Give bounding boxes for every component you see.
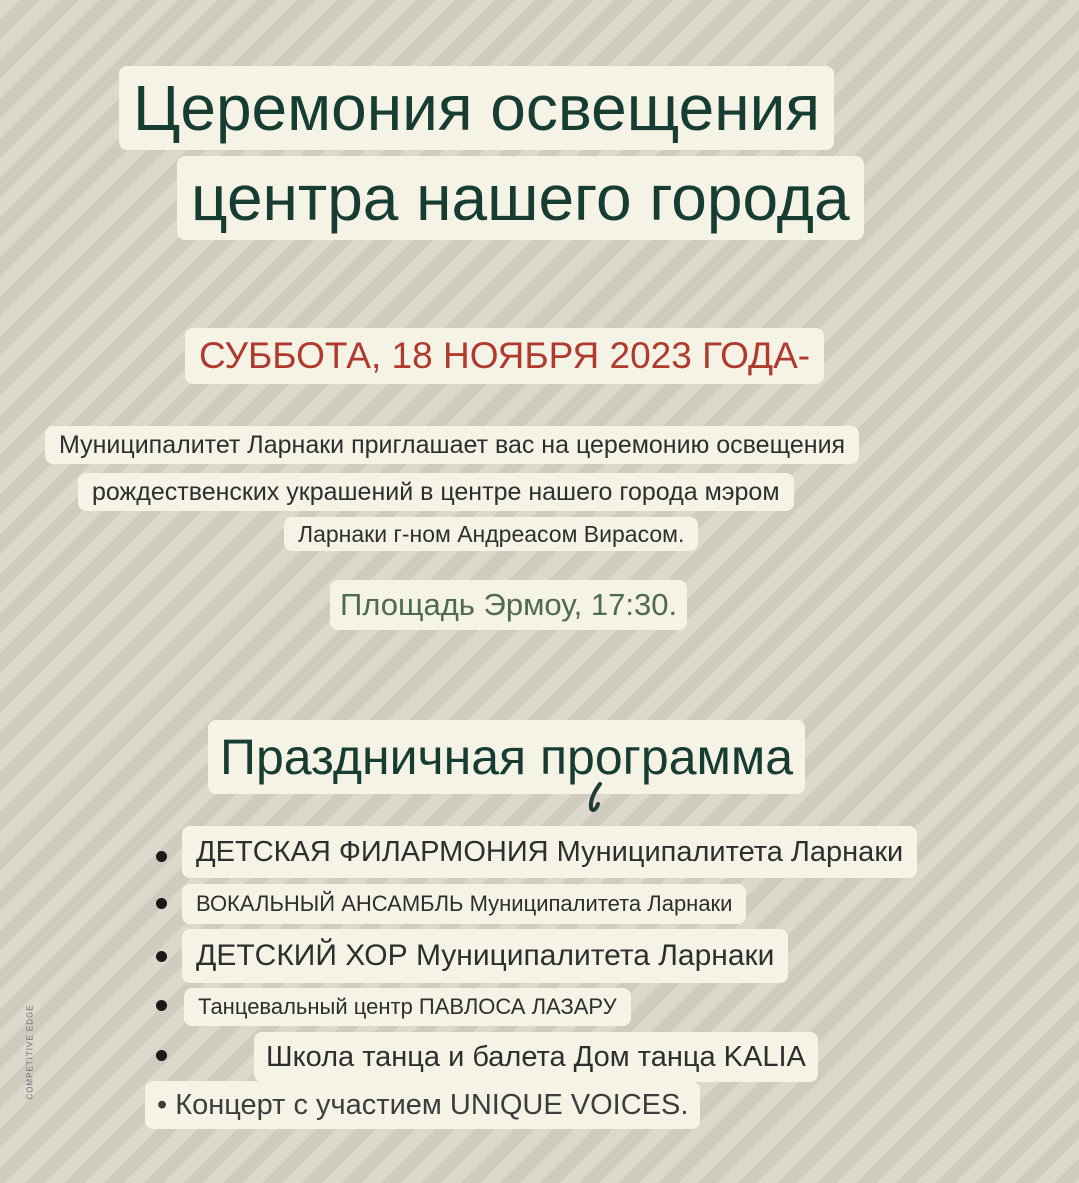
bullet-icon xyxy=(156,1050,167,1061)
page-title-line-2: центра нашего города xyxy=(177,156,864,240)
program-item: Танцевальный центр ПАВЛОСА ЛАЗАРУ xyxy=(184,988,631,1026)
bullet-icon xyxy=(156,951,167,962)
intro-text-line-1: Муниципалитет Ларнаки приглашает вас на церемонию освещения xyxy=(45,426,859,464)
bullet-icon xyxy=(156,898,167,909)
program-item: Школа танца и балета Дом танца KALIA xyxy=(254,1032,818,1082)
intro-text-line-3: Ларнаки г-ном Андреасом Вирасом. xyxy=(284,517,698,551)
program-item: ВОКАЛЬНЫЙ АНСАМБЛЬ Муниципалитета Ларнаки xyxy=(182,884,746,924)
program-title: Праздничная программа xyxy=(208,720,805,794)
intro-text-line-2: рождественских украшений в центре нашего города мэром xyxy=(78,473,794,511)
event-date: СУББОТА, 18 НОЯБРЯ 2023 ГОДА- xyxy=(185,328,824,384)
pen-mark-icon xyxy=(578,770,618,820)
program-item: ДЕТСКАЯ ФИЛАРМОНИЯ Муниципалитета Ларнаки xyxy=(182,826,917,878)
program-item: ДЕТСКИЙ ХОР Муниципалитета Ларнаки xyxy=(182,929,788,983)
bullet-icon xyxy=(156,851,167,862)
watermark: COMPETITIVE EDGE xyxy=(25,1004,35,1100)
event-location: Площадь Эрмоу, 17:30. xyxy=(330,580,687,630)
program-item: • Концерт с участием UNIQUE VOICES. xyxy=(145,1081,700,1129)
bullet-icon xyxy=(156,1000,167,1011)
page-title-line-1: Церемония освещения xyxy=(119,66,834,150)
